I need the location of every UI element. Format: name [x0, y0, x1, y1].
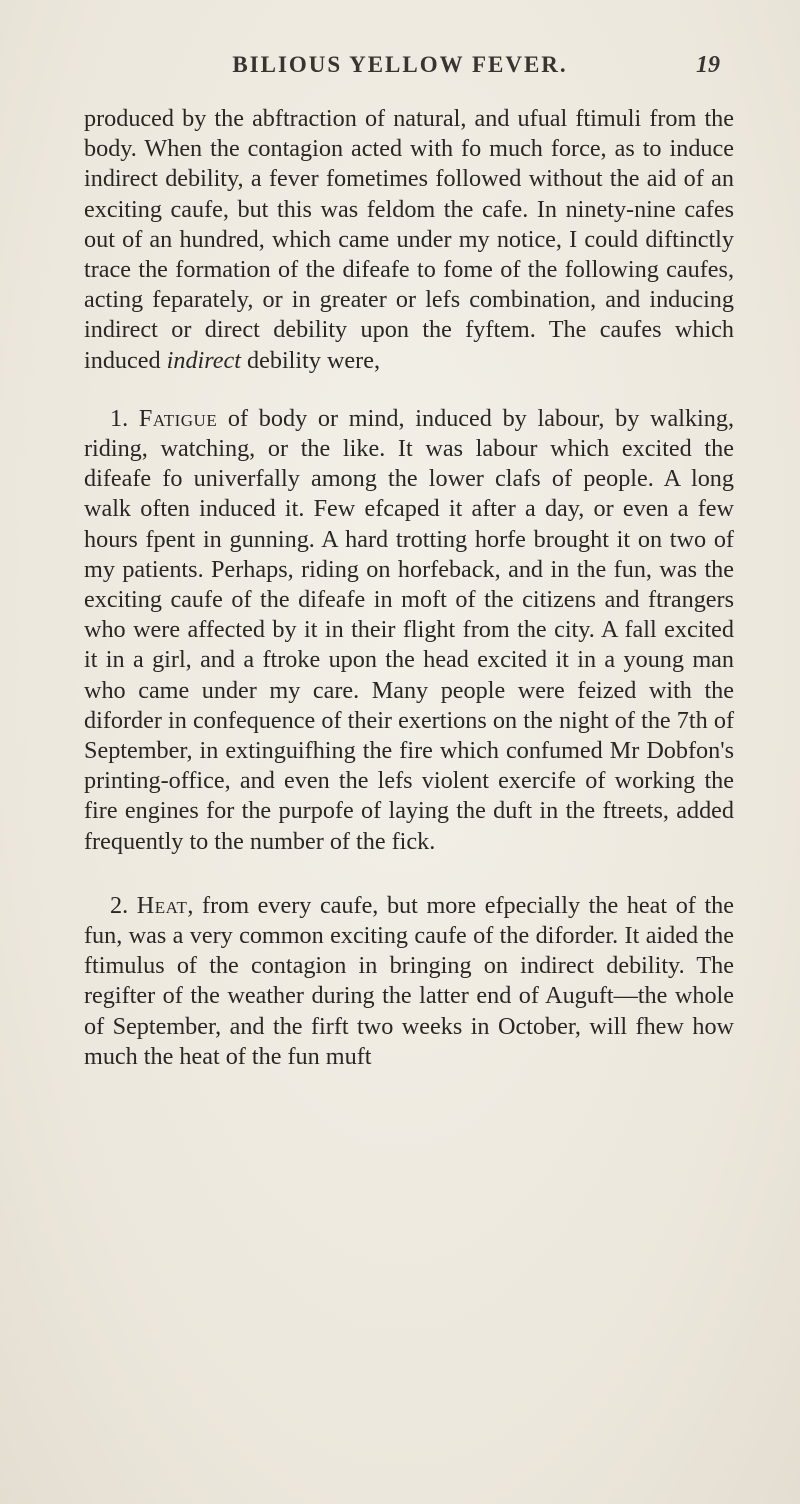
- running-head: [0, 52, 800, 88]
- running-title: BILIOUS YELLOW FEVER.: [232, 52, 568, 77]
- heat-number: 2.: [110, 891, 129, 919]
- fatigue-number: 1.: [110, 404, 129, 432]
- paragraph-heat: [84, 891, 734, 1072]
- heat-text: , from every caufe, but more efpecially the heat of the fun, was a very common exciting caufe of the diforder. It aided the ftimulus of the contagion in bringing on indirect debility. The regifter of the weather during the latter end of Auguft—the whole of September, and the firft two weeks in October, will fhew how much the heat of the fun muft: [84, 891, 735, 1070]
- intro-text-b: debility were,: [240, 346, 380, 374]
- intro-emphasis: indirect: [166, 346, 241, 374]
- fatigue-text: of body or mind, induced by labour, by walking, riding, watching, or the like. It was labour which excited the difeafe fo univerfally among the lower clafs of people. A long walk often induced it. Few efcaped it after a day, or even a few hours fpent in gunning. A hard trotting horfe brought it on two of my patients. Perhaps, riding on horfeback, and in the fun, was the exciting caufe of the difeafe in moft of the citizens and ftrangers who were affected by it in their flight from the city. A fall excited it in a girl, and a ftroke upon the head excited it in a young man who came under my care. Many people were feized with the diforder in confequence of their exertions on the night of the 7th of September, in extinguifhing the fire which confumed Mr Dobfon's printing-office, and even the lefs violent exercife of working the fire engines for the purpofe of laying the duft in the ftreets, added frequently to the number of the fick.: [84, 404, 734, 855]
- page-number: 19: [696, 52, 720, 78]
- heat-heading: Heat: [136, 891, 188, 919]
- fatigue-heading: Fatigue: [138, 404, 218, 432]
- paragraph-intro: [84, 104, 734, 376]
- paragraph-fatigue: [84, 404, 734, 857]
- intro-text-a: produced by the abftraction of natural, and ufual ftimuli from the body. When the contagion acted with fo much force, as to induce indirect debility, a fever fometimes followed without the aid of an exciting caufe, but this was feldom the cafe. In ninety-nine cafes out of an hundred, which came under my notice, I could diftinctly trace the formation of the difeafe to fome of the following caufes, acting feparately, or in greater or lefs combination, and inducing indirect or direct debility upon the fyftem. The caufes which induced: [84, 105, 734, 374]
- body-text: [84, 104, 734, 1072]
